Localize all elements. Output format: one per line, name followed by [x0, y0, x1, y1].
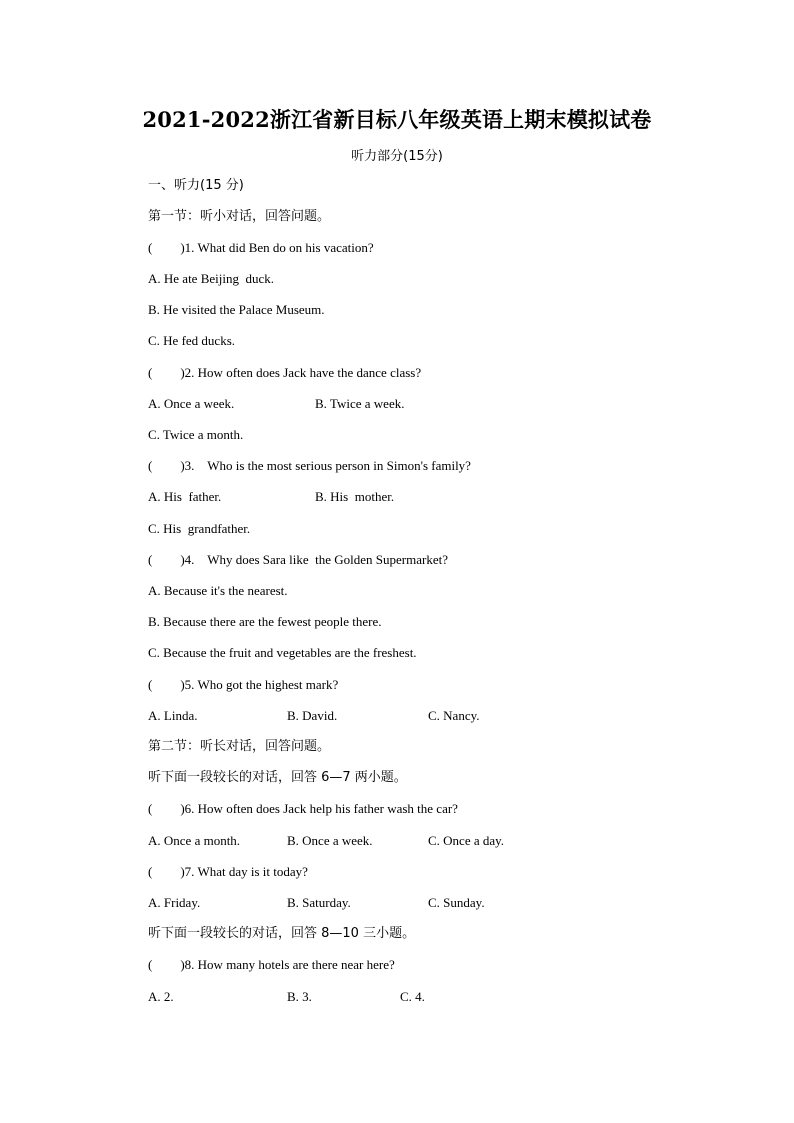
question-7	[148, 864, 308, 880]
option-a: A. He ate Beijing duck.	[148, 271, 274, 286]
option-a: A. 2.	[148, 989, 174, 1004]
answer-bracket-open: (	[148, 365, 153, 380]
part2-heading: 第二节：听长对话，回答问题。	[148, 739, 331, 754]
question-text: )6. How often does Jack help his father wash the car?	[180, 801, 458, 816]
question-6	[148, 801, 458, 817]
answer-bracket-open: (	[148, 552, 153, 567]
option-b: B. Once a week.	[287, 833, 373, 848]
option-c: C. Nancy.	[428, 708, 480, 723]
option-a: A. Once a month.	[148, 833, 241, 848]
answer-bracket-open: (	[148, 801, 153, 816]
question-3	[148, 458, 471, 474]
option-b: B. Twice a week.	[315, 396, 405, 411]
question-text: )8. How many hotels are there near here?	[180, 957, 395, 972]
question-text: )1. What did Ben do on his vacation?	[180, 240, 374, 255]
option-c: C. 4.	[400, 989, 425, 1004]
answer-bracket-open: (	[148, 957, 153, 972]
option-c: C. He fed ducks.	[148, 333, 236, 348]
question-text: )3. Who is the most serious person in Simon's family?	[180, 458, 471, 473]
option-a: A. Friday.	[148, 895, 201, 910]
option-b: B. David.	[287, 708, 338, 723]
dialogue-intro-1: 听下面一段较长的对话，回答 6—7 两小题。	[148, 770, 407, 785]
option-c: C. Sunday.	[428, 895, 485, 910]
question-5	[148, 677, 338, 693]
answer-bracket-open: (	[148, 677, 153, 692]
option-c: C. Once a day.	[428, 833, 505, 848]
question-8	[148, 957, 395, 973]
option-b: B. Saturday.	[287, 895, 351, 910]
option-b: B. Because there are the fewest people there.	[148, 614, 382, 629]
exam-title: 2021-2022浙江省新目标八年级英语上期末模拟试卷	[142, 107, 652, 132]
question-text: )4. Why does Sara like the Golden Supermarket?	[180, 552, 448, 567]
section-heading: 一、听力(15 分)	[148, 178, 244, 193]
question-2	[148, 365, 421, 381]
option-c: C. His grandfather.	[148, 521, 251, 536]
option-a: A. His father.	[148, 489, 222, 504]
answer-bracket-open: (	[148, 458, 153, 473]
option-a: A. Because it's the nearest.	[148, 583, 288, 598]
dialogue-intro-2: 听下面一段较长的对话，回答 8—10 三小题。	[148, 926, 416, 941]
question-4	[148, 552, 448, 568]
option-c: C. Twice a month.	[148, 427, 244, 442]
option-b: B. His mother.	[315, 489, 395, 504]
question-text: )7. What day is it today?	[180, 864, 308, 879]
question-1	[148, 240, 374, 256]
option-b: B. He visited the Palace Museum.	[148, 302, 325, 317]
answer-bracket-open: (	[148, 240, 153, 255]
question-text: )5. Who got the highest mark?	[180, 677, 339, 692]
part1-heading: 第一节：听小对话，回答问题。	[148, 209, 331, 224]
option-c: C. Because the fruit and vegetables are the freshest.	[148, 645, 417, 660]
option-a: A. Linda.	[148, 708, 198, 723]
answer-bracket-open: (	[148, 864, 153, 879]
option-a: A. Once a week.	[148, 396, 235, 411]
option-b: B. 3.	[287, 989, 312, 1004]
question-text: )2. How often does Jack have the dance class?	[180, 365, 422, 380]
exam-subtitle: 听力部分(15分)	[351, 149, 443, 164]
